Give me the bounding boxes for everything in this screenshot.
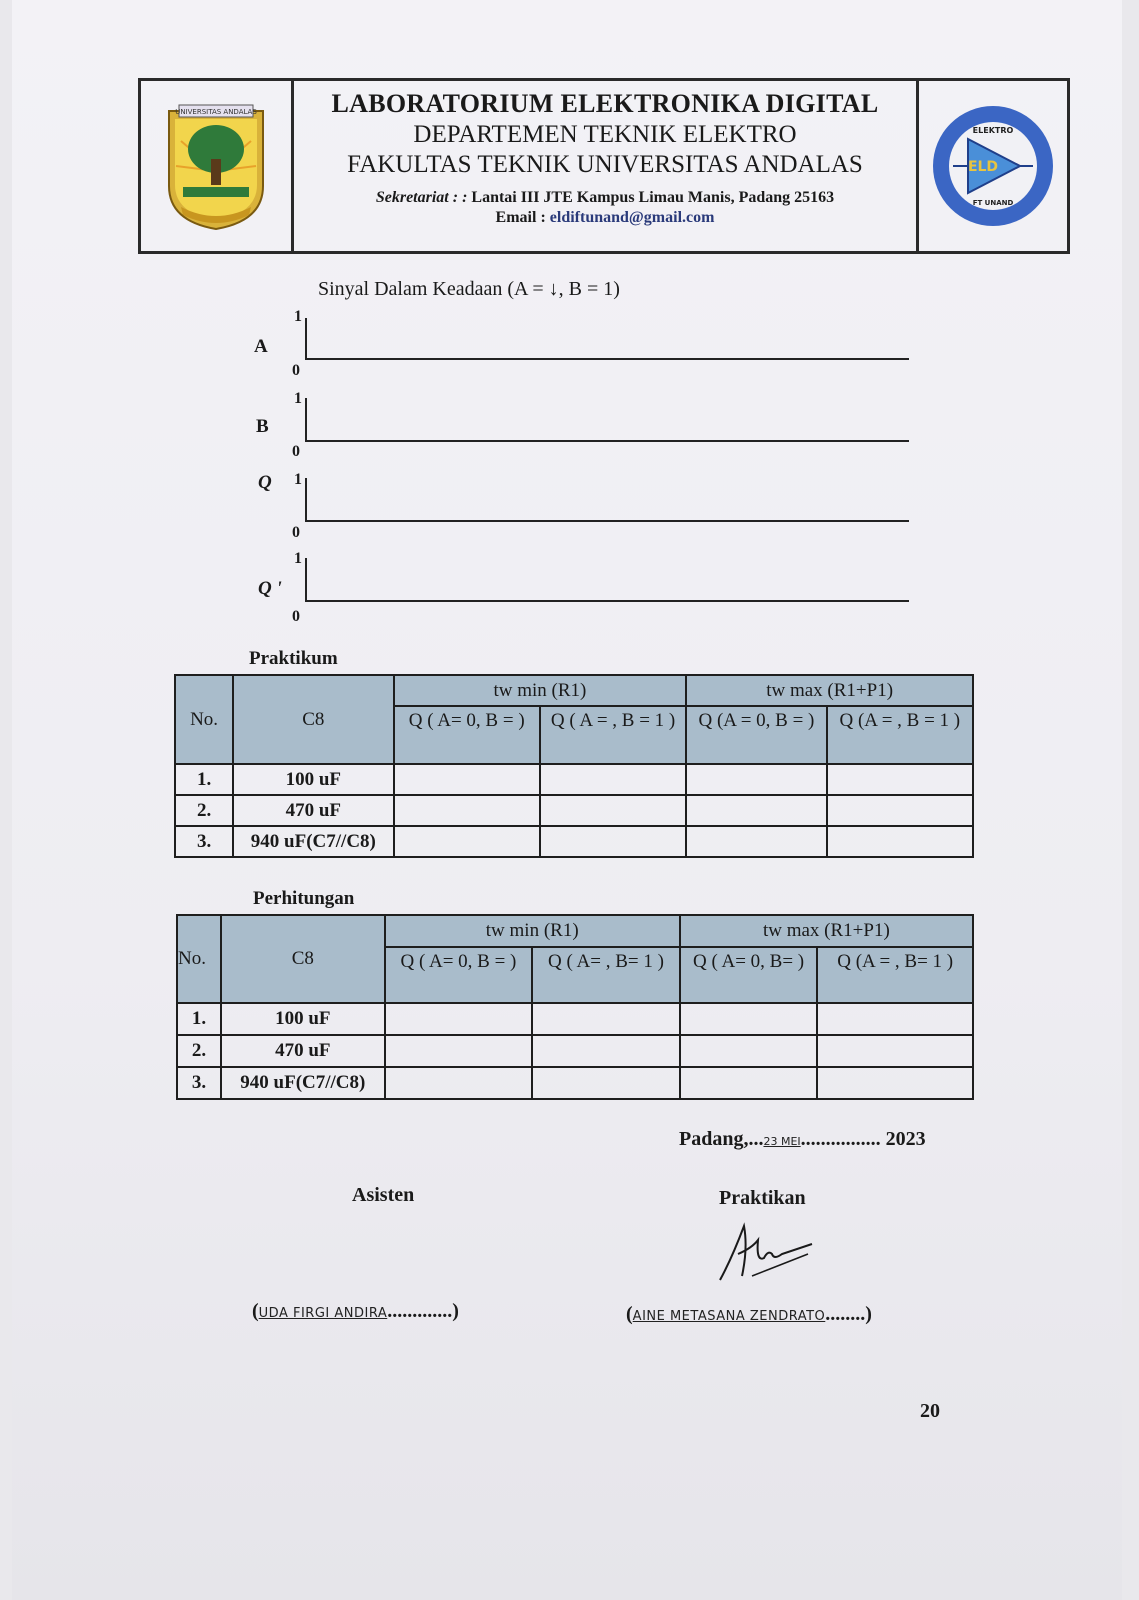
page-number: 20 [920,1400,940,1422]
empty-cell[interactable] [680,1067,818,1099]
empty-cell[interactable] [394,795,540,826]
row-capacitor: 470 uF [221,1035,385,1067]
empty-cell[interactable] [686,826,826,857]
table-row [177,1003,973,1035]
svg-text:UNIVERSITAS ANDALAS: UNIVERSITAS ANDALAS [175,108,257,116]
svg-text:FT UNAND: FT UNAND [972,199,1014,207]
praktikum-subheader: Q ( A= 0, B = ) [394,706,540,764]
waveform-a-x-axis [305,358,909,360]
empty-cell[interactable] [385,1067,533,1099]
row-capacitor: 470 uF [233,795,393,826]
empty-cell[interactable] [532,1035,680,1067]
asisten-name: UDA FIRGI ANDIRA [258,1306,388,1321]
email-line [294,209,916,227]
waveform-b-y-axis [305,398,307,440]
perhitungan-table [176,914,974,1100]
empty-cell[interactable] [827,795,973,826]
university-logo [141,81,294,251]
table-row [177,1067,973,1099]
waveform-q-low: 0 [292,524,300,541]
empty-cell[interactable] [817,1003,973,1035]
department-name: DEPARTEMEN TEKNIK ELEKTRO [413,121,797,148]
empty-cell[interactable] [532,1067,680,1099]
empty-cell[interactable] [394,826,540,857]
date-year: 2023 [885,1128,926,1150]
waveform-q-label: Q [258,472,272,493]
asisten-label: Asisten [352,1184,415,1206]
waveform-a-y-axis [305,318,307,360]
asisten-name-line: (UDA FIRGI ANDIRA.............) [252,1300,459,1322]
praktikan-name-line: (AINE METASANA ZENDRATO........) [626,1303,872,1325]
empty-cell[interactable] [385,1003,533,1035]
perhitungan-label: Perhitungan [253,888,355,909]
empty-cell[interactable] [686,795,826,826]
table-row [175,795,973,826]
perhitungan-subheader: Q (A = , B= 1 ) [817,947,973,1003]
waveform-q-bar-x-axis [305,600,909,602]
waveform-b-low: 0 [292,443,300,460]
row-capacitor: 100 uF [233,764,393,795]
praktikum-table [174,674,974,858]
perhitungan-header-no: No. [177,915,221,1003]
perhitungan-subheader: Q ( A= , B= 1 ) [532,947,680,1003]
table-row [175,764,973,795]
faculty-name: FAKULTAS TEKNIK UNIVERSITAS ANDALAS [347,151,863,178]
waveform-q-high: 1 [294,471,302,488]
date-prefix: Padang,. [679,1128,754,1150]
waveform-b-x-axis [305,440,909,442]
secretariat-label: Sekretariat : : [375,189,468,206]
empty-cell[interactable] [540,795,686,826]
row-capacitor: 940 uF(C7//C8) [233,826,393,857]
row-number: 3. [175,826,233,857]
praktikum-subheader: Q ( A = , B = 1 ) [540,706,686,764]
waveform-a-label: A [254,336,268,357]
letterhead [138,78,1070,254]
waveform-q-bar-high: 1 [294,550,302,567]
lab-logo [916,81,1067,251]
row-number: 2. [175,795,233,826]
date-line: Padang,...23 MEI................ 2023 [679,1128,926,1150]
empty-cell[interactable] [540,826,686,857]
perhitungan-header-c8: C8 [221,915,385,1003]
perhitungan-header-twmin: tw min (R1) [385,915,680,947]
praktikum-header-twmax: tw max (R1+P1) [686,675,973,706]
letterhead-text [294,81,916,251]
empty-cell[interactable] [827,826,973,857]
praktikan-name: AINE METASANA ZENDRATO [632,1309,826,1324]
secretariat-line [294,189,916,207]
email-label: Email : [495,209,546,226]
row-capacitor: 100 uF [221,1003,385,1035]
waveform-a-high: 1 [294,308,302,325]
praktikum-label: Praktikum [249,648,338,669]
waveform-q-bar-y-axis [305,558,307,602]
empty-cell[interactable] [680,1003,818,1035]
row-capacitor: 940 uF(C7//C8) [221,1067,385,1099]
empty-cell[interactable] [532,1003,680,1035]
waveform-q-bar-low: 0 [292,608,300,625]
empty-cell[interactable] [394,764,540,795]
date-handwritten: 23 MEI [763,1135,801,1148]
svg-text:ELEKTRO: ELEKTRO [972,126,1014,135]
empty-cell[interactable] [385,1035,533,1067]
empty-cell[interactable] [827,764,973,795]
praktikum-subheader: Q (A = 0, B = ) [686,706,826,764]
lab-name: LABORATORIUM ELEKTRONIKA DIGITAL [331,89,879,118]
empty-cell[interactable] [686,764,826,795]
praktikum-header-c8: C8 [233,675,393,764]
empty-cell[interactable] [680,1035,818,1067]
row-number: 3. [177,1067,221,1099]
perhitungan-subheader: Q ( A= 0, B = ) [385,947,533,1003]
waveform-q-bar-label: Q ' [258,578,282,599]
row-number: 1. [175,764,233,795]
table-row [177,1035,973,1067]
empty-cell[interactable] [817,1067,973,1099]
perhitungan-subheader: Q ( A= 0, B= ) [680,947,818,1003]
waveform-q-x-axis [305,520,909,522]
praktikan-label: Praktikan [719,1187,806,1209]
praktikan-signature [712,1218,822,1288]
waveform-a-low: 0 [292,362,300,379]
signal-title: Sinyal Dalam Keadaan (A = ↓, B = 1) [318,278,620,300]
praktikum-header-no: No. [175,675,233,764]
secretariat-address: Lantai III JTE Kampus Limau Manis, Padang 25163 [471,189,835,206]
praktikum-subheader: Q (A = , B = 1 ) [827,706,973,764]
empty-cell[interactable] [540,764,686,795]
table-row [175,826,973,857]
waveform-b-high: 1 [294,390,302,407]
svg-text:ELD: ELD [967,159,999,175]
perhitungan-header-twmax: tw max (R1+P1) [680,915,973,947]
waveform-b-label: B [256,416,269,437]
row-number: 1. [177,1003,221,1035]
praktikum-header-twmin: tw min (R1) [394,675,687,706]
row-number: 2. [177,1035,221,1067]
waveform-q-y-axis [305,478,307,520]
empty-cell[interactable] [817,1035,973,1067]
email-address: eldiftunand@gmail.com [549,209,715,226]
